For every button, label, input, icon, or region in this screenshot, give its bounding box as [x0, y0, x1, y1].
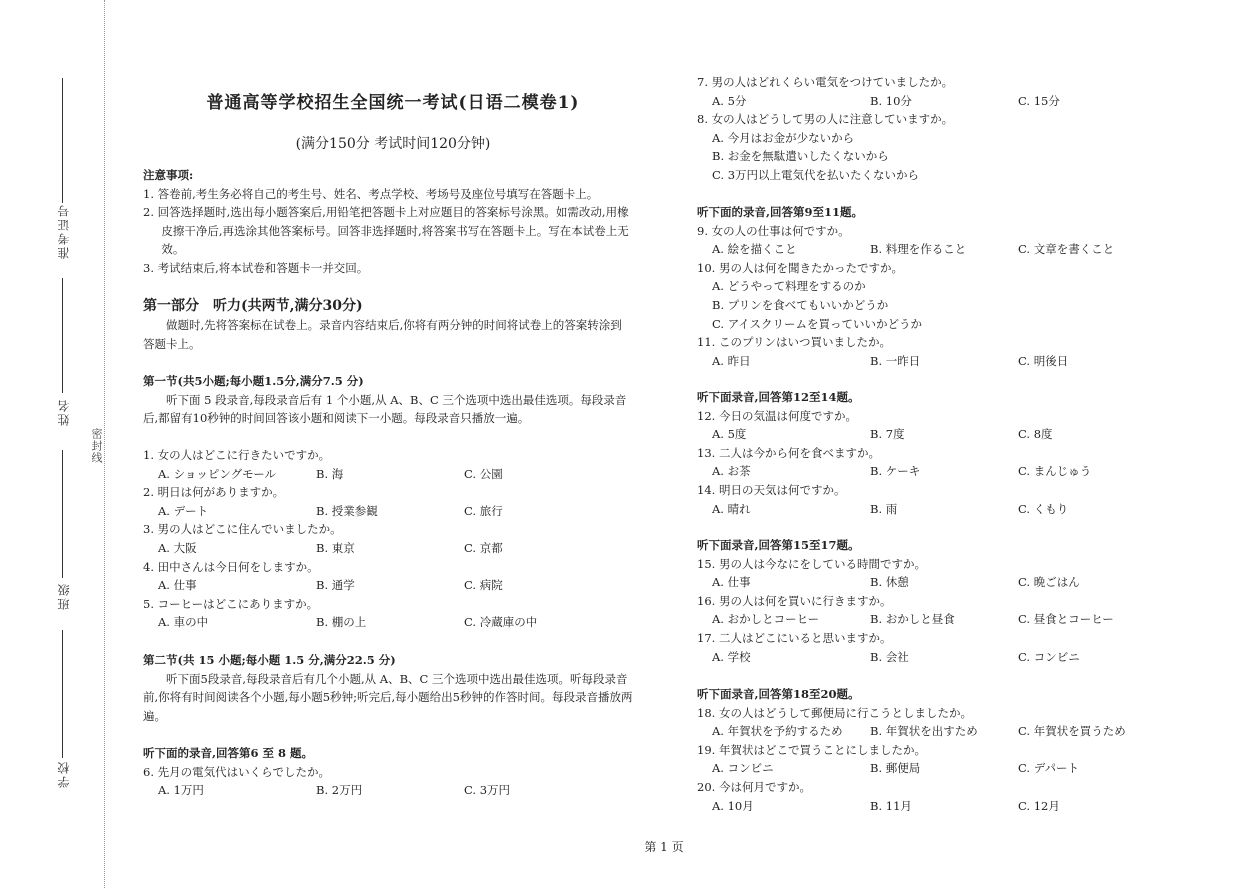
option-b: B. 年賀状を出すため — [870, 724, 978, 739]
question: 1. 女の人はどこに行きたいですか。 — [143, 448, 331, 462]
option-b: B. 会社 — [870, 649, 909, 664]
binding-margin — [0, 0, 110, 888]
option-b: B. 海 — [316, 466, 344, 481]
section2 — [143, 651, 633, 725]
option-c: C. 3万円 — [464, 783, 511, 798]
note-item: 1. 答卷前,考生务必将自己的考生号、姓名、考点学校、考场号及座位号填写在答题卡上。 — [143, 186, 599, 201]
school-line — [62, 630, 63, 758]
section1 — [143, 372, 633, 428]
option-c: C. 年賀状を買うため — [1018, 724, 1126, 739]
option-c: C. 公園 — [464, 466, 503, 481]
option-a: A. 年賀状を予約するため — [712, 724, 843, 739]
option-c: C. 昼食とコーヒー — [1018, 612, 1114, 627]
option-b: B. 東京 — [316, 540, 355, 555]
group3-heading: 听下面录音,回答第12至14题。 — [697, 390, 860, 404]
question: 5. コーヒーはどこにありますか。 — [143, 596, 319, 611]
option-b: B. 10分 — [870, 93, 912, 108]
right-questions-top — [697, 73, 1187, 185]
question: 6. 先月の電気代はいくらでしたか。 — [143, 764, 331, 779]
question: 12. 今日の気温は何度ですか。 — [697, 408, 857, 423]
option-b: B. おかしと昼食 — [870, 612, 955, 627]
group2 — [697, 203, 1187, 370]
option-c: C. 8度 — [1018, 427, 1053, 442]
option-c: C. 明後日 — [1018, 353, 1069, 368]
section2-heading: 第二节(共 15 小题;每小题 1.5 分,满分22.5 分) — [143, 653, 396, 667]
options — [697, 573, 1187, 592]
option-a: A. 仕事 — [158, 578, 197, 593]
group1 — [143, 744, 633, 800]
option-a: A. おかしとコーヒー — [712, 612, 820, 627]
option-c: C. コンビニ — [1018, 649, 1080, 664]
options — [697, 462, 1187, 481]
name-label: 姓名 — [57, 398, 71, 426]
options — [697, 759, 1187, 778]
page-number: 第 1 页 — [644, 840, 684, 854]
option-b: B. プリンを食べてもいいかどうか — [712, 297, 889, 312]
option-b: B. 2万円 — [316, 783, 363, 798]
option-c: C. 旅行 — [464, 503, 503, 518]
question: 15. 男の人は今なにをしている時間ですか。 — [697, 556, 926, 571]
option-a: A. 大阪 — [158, 540, 197, 555]
option-c: C. 文章を書くこと — [1018, 242, 1115, 257]
option-a: A. 車の中 — [158, 615, 209, 630]
exam-id-line — [62, 78, 63, 203]
fold-dotted-line — [104, 0, 105, 888]
question: 18. 女の人はどうして郵便局に行こうとしましたか。 — [697, 705, 972, 720]
option-c: C. アイスクリームを買っていいかどうか — [712, 316, 923, 331]
option-b: B. 雨 — [870, 501, 898, 516]
option-a: A. ショッピングモール — [158, 466, 276, 481]
note-item: 3. 考试结束后,将本试卷和答题卡一并交回。 — [143, 260, 369, 275]
option-a: A. 1万円 — [158, 783, 204, 798]
section1-intro: 听下面 5 段录音,每段录音后有 1 个小题,从 A、B、C 三个选项中选出最佳选项。每段录音后,都留有10秒钟的时间回答该小题和阅读下一小题。每段录音只播放一遍。 — [143, 392, 627, 425]
part1 — [143, 296, 633, 353]
option-b: B. ケーキ — [870, 464, 921, 479]
question: 3. 男の人はどこに住んでいましたか。 — [143, 522, 342, 537]
group5 — [697, 685, 1187, 815]
question: 20. 今は何月ですか。 — [697, 779, 811, 794]
notes-heading: 注意事项: — [143, 168, 194, 182]
options — [143, 576, 633, 595]
group1-heading: 听下面的录音,回答第6 至 8 题。 — [143, 746, 314, 760]
option-b: B. 11月 — [870, 798, 912, 813]
options — [697, 425, 1187, 444]
options — [143, 781, 633, 800]
group4 — [697, 536, 1187, 666]
question: 8. 女の人はどうして男の人に注意していますか。 — [697, 112, 954, 127]
options — [697, 500, 1187, 519]
section1-questions — [143, 446, 633, 632]
option-c: C. 京都 — [464, 540, 503, 555]
option-a: A. 10月 — [712, 798, 754, 813]
option-a: A. 5度 — [712, 427, 747, 442]
option-b: B. 棚の上 — [316, 615, 367, 630]
question: 19. 年賀状はどこで買うことにしましたか。 — [697, 742, 926, 757]
option-a: A. 晴れ — [712, 501, 751, 516]
option-b: B. 料理を作ること — [870, 242, 967, 257]
option-c: C. 病院 — [464, 578, 503, 593]
option-c: C. くもり — [1018, 501, 1069, 516]
option-a: A. コンビニ — [712, 761, 774, 776]
option-b: B. 通学 — [316, 578, 355, 593]
options — [143, 613, 633, 632]
class-line — [62, 450, 63, 578]
question: 7. 男の人はどれくらい電気をつけていましたか。 — [697, 75, 954, 89]
group5-heading: 听下面录音,回答第18至20题。 — [697, 687, 860, 701]
option-a: A. お茶 — [712, 464, 751, 479]
option-b: B. 郵便局 — [870, 761, 921, 776]
option-a: A. 仕事 — [712, 575, 751, 590]
section1-heading: 第一节(共5小题;每小题1.5分,满分7.5 分) — [143, 374, 364, 388]
exam-title: 普通高等学校招生全国统一考试(日语二模卷1) — [206, 93, 580, 113]
question: 11. このプリンはいつ買いましたか。 — [697, 335, 891, 350]
notes — [143, 166, 633, 277]
option-a: A. デート — [158, 503, 209, 518]
part1-heading: 第一部分 听力(共两节,满分30分) — [143, 298, 363, 314]
options — [697, 352, 1187, 371]
option-c: C. 冷蔵庫の中 — [464, 615, 538, 630]
options — [697, 797, 1187, 816]
group4-heading: 听下面录音,回答第15至17题。 — [697, 538, 860, 552]
options — [697, 722, 1187, 741]
options — [697, 240, 1187, 259]
note-item: 2. 回答选择题时,选出每小题答案后,用铅笔把答题卡上对应题目的答案标号涂黑。如需改动,用橡皮擦干净后,再选涂其他答案标号。回答非选择题时,将答案书写在答题卡上。写在本试卷上无效。 — [143, 205, 629, 256]
question: 10. 男の人は何を聞きたかったですか。 — [697, 260, 903, 275]
question: 17. 二人はどこにいると思いますか。 — [697, 630, 892, 645]
option-c: C. 12月 — [1018, 798, 1060, 813]
section2-intro: 听下面5段录音,每段录音后有几个小题,从 A、B、C 三个选项中选出最佳选项。听每段录音前,你将有时间阅读各个小题,每小题5秒钟;听完后,每小题给出5秒钟的作答时间。每段录音播放两遍。 — [143, 671, 633, 723]
option-a: A. 絵を描くこと — [712, 242, 797, 257]
question: 14. 明日の天気は何ですか。 — [697, 482, 846, 497]
option-b: B. 休憩 — [870, 575, 909, 590]
school-label: 学校 — [57, 760, 71, 788]
options — [143, 502, 633, 521]
name-line — [62, 278, 63, 393]
exam-id-label: 准考证号 — [57, 203, 71, 259]
question: 13. 二人は今から何を食べますか。 — [697, 445, 880, 460]
option-a: A. 学校 — [712, 649, 751, 664]
option-a: A. 5分 — [712, 93, 747, 108]
question: 9. 女の人の仕事は何ですか。 — [697, 223, 850, 238]
option-c: C. 3万円以上電気代を払いたくないから — [712, 167, 920, 182]
option-c: C. 15分 — [1018, 93, 1060, 108]
option-a: A. 昨日 — [712, 353, 751, 368]
question: 16. 男の人は何を買いに行きますか。 — [697, 593, 892, 608]
question: 4. 田中さんは今日何をしますか。 — [143, 559, 319, 574]
part1-intro: 做题时,先将答案标在试卷上。录音内容结束后,你将有两分钟的时间将试卷上的答案转涂到答题卡上。 — [143, 318, 622, 351]
options — [143, 465, 633, 484]
options — [697, 610, 1187, 629]
option-b: B. 7度 — [870, 427, 905, 442]
class-label: 班级 — [57, 582, 71, 610]
option-b: B. お金を無駄遣いしたくないから — [712, 149, 889, 164]
option-a: A. 今月はお金が少ないから — [712, 130, 855, 145]
option-a: A. どうやって料理をするのか — [712, 279, 866, 294]
option-c: C. まんじゅう — [1018, 464, 1092, 479]
question: 2. 明日は何がありますか。 — [143, 485, 285, 500]
option-b: B. 授業参観 — [316, 503, 378, 518]
option-b: B. 一昨日 — [870, 353, 921, 368]
group3 — [697, 388, 1187, 518]
options — [697, 92, 1187, 111]
option-c: C. 晩ごはん — [1018, 575, 1080, 590]
group2-heading: 听下面的录音,回答第9至11题。 — [697, 205, 864, 219]
options — [143, 539, 633, 558]
options — [697, 648, 1187, 667]
seal-line-label: 密封线 — [90, 428, 103, 464]
exam-subtitle: (满分150分 考试时间120分钟) — [295, 136, 491, 152]
option-c: C. デパート — [1018, 761, 1080, 776]
